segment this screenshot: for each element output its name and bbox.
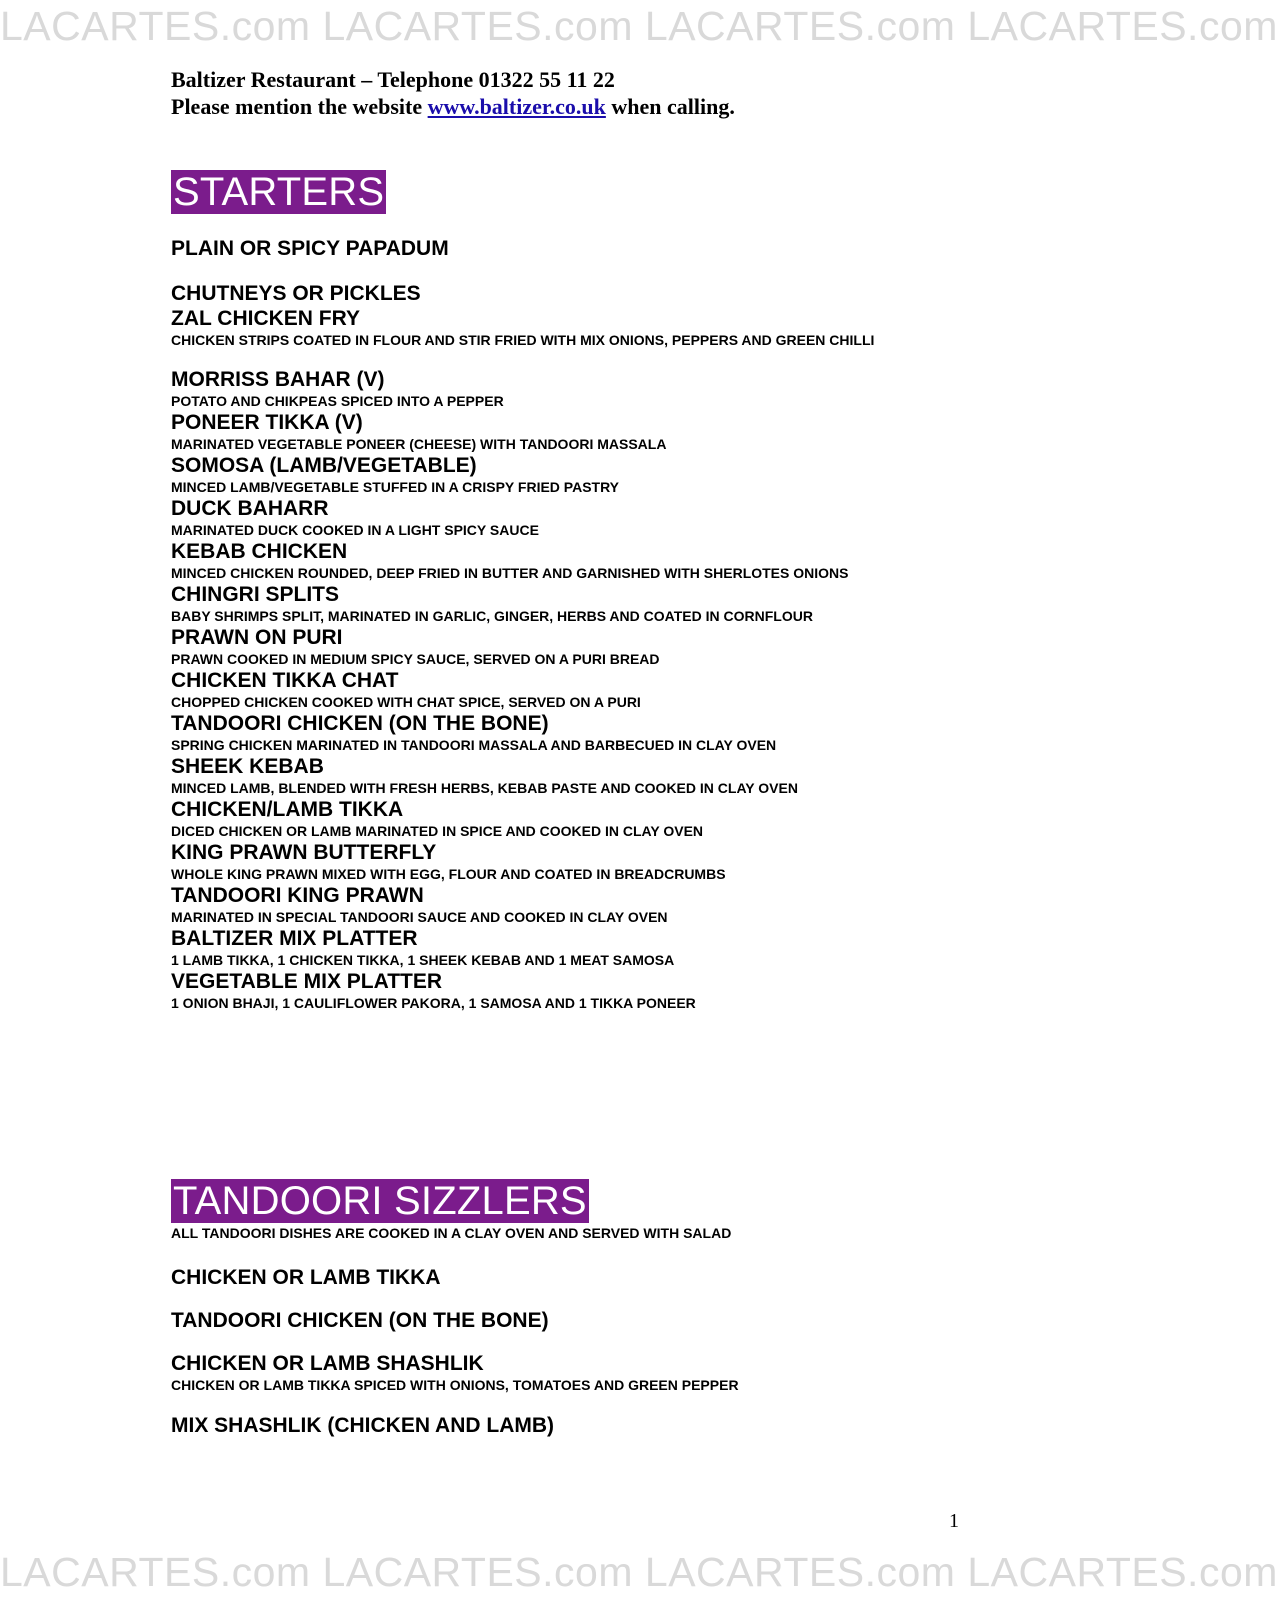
menu-item — [171, 539, 1071, 582]
item-name: CHICKEN OR LAMB TIKKA — [171, 1266, 441, 1289]
menu-item — [171, 711, 1071, 754]
menu-item — [171, 625, 1071, 668]
menu-item — [171, 1351, 1071, 1413]
item-description: 1 LAMB TIKKA, 1 CHICKEN TIKKA, 1 SHEEK KEBAB AND 1 MEAT SAMOSA — [171, 952, 675, 968]
item-name: CHICKEN/LAMB TIKKA — [171, 798, 404, 821]
item-name: CHICKEN OR LAMB SHASHLIK — [171, 1352, 484, 1375]
item-description: PRAWN COOKED IN MEDIUM SPICY SAUCE, SERVED ON A PURI BREAD — [171, 651, 660, 667]
header-website-line — [171, 93, 735, 120]
page-number: 1 — [949, 1510, 959, 1532]
menu-item — [171, 840, 1071, 883]
item-description: MARINATED DUCK COOKED IN A LIGHT SPICY SAUCE — [171, 522, 539, 538]
item-description: MINCED CHICKEN ROUNDED, DEEP FRIED IN BUTTER AND GARNISHED WITH SHERLOTES ONIONS — [171, 565, 849, 581]
sizzlers-list — [171, 1265, 1071, 1438]
item-description: CHICKEN OR LAMB TIKKA SPICED WITH ONIONS, TOMATOES AND GREEN PEPPER — [171, 1377, 739, 1393]
item-description: WHOLE KING PRAWN MIXED WITH EGG, FLOUR AND COATED IN BREADCRUMBS — [171, 866, 726, 882]
menu-item — [171, 281, 1071, 306]
menu-item — [171, 668, 1071, 711]
header-phone-line: Baltizer Restaurant – Telephone 01322 55 11 22 — [171, 67, 615, 92]
menu-item — [171, 926, 1071, 969]
header-website-suffix: when calling. — [611, 94, 735, 119]
item-name: CHUTNEYS OR PICKLES — [171, 282, 421, 305]
sizzlers-note: ALL TANDOORI DISHES ARE COOKED IN A CLAY OVEN AND SERVED WITH SALAD — [171, 1225, 732, 1241]
item-description: POTATO AND CHIKPEAS SPICED INTO A PEPPER — [171, 393, 504, 409]
menu-item — [171, 1308, 1071, 1351]
menu-item — [171, 754, 1071, 797]
item-name: CHICKEN TIKKA CHAT — [171, 669, 399, 692]
item-name: DUCK BAHARR — [171, 497, 329, 520]
item-description: SPRING CHICKEN MARINATED IN TANDOORI MASSALA AND BARBECUED IN CLAY OVEN — [171, 737, 777, 753]
item-name: PLAIN OR SPICY PAPADUM — [171, 237, 449, 260]
item-name: TANDOORI CHICKEN (ON THE BONE) — [171, 1309, 549, 1332]
header-website-prefix: Please mention the website — [171, 94, 423, 119]
item-name: BALTIZER MIX PLATTER — [171, 927, 418, 950]
tandoori-sizzlers-heading: TANDOORI SIZZLERS — [173, 1179, 587, 1223]
item-name: PONEER TIKKA (V) — [171, 411, 363, 434]
item-name: KEBAB CHICKEN — [171, 540, 348, 563]
menu-item — [171, 883, 1071, 926]
menu-item — [171, 453, 1071, 496]
item-description: MINCED LAMB, BLENDED WITH FRESH HERBS, KEBAB PASTE AND COOKED IN CLAY OVEN — [171, 780, 798, 796]
menu-item — [171, 582, 1071, 625]
watermark-bottom: LACARTES.com LACARTES.com LACARTES.com LACARTES.com — [0, 1549, 1278, 1595]
item-name: SOMOSA (LAMB/VEGETABLE) — [171, 454, 477, 477]
item-description: MARINATED IN SPECIAL TANDOORI SAUCE AND COOKED IN CLAY OVEN — [171, 909, 668, 925]
item-description: BABY SHRIMPS SPLIT, MARINATED IN GARLIC, GINGER, HERBS AND COATED IN CORNFLOUR — [171, 608, 813, 624]
item-name: KING PRAWN BUTTERFLY — [171, 841, 437, 864]
item-description: CHOPPED CHICKEN COOKED WITH CHAT SPICE, SERVED ON A PURI — [171, 694, 641, 710]
menu-item — [171, 969, 1071, 1012]
item-description: MARINATED VEGETABLE PONEER (CHEESE) WITH TANDOORI MASSALA — [171, 436, 667, 452]
item-name: MORRISS BAHAR (V) — [171, 368, 385, 391]
item-name: ZAL CHICKEN FRY — [171, 307, 360, 330]
menu-item — [171, 410, 1071, 453]
menu-item — [171, 236, 1071, 281]
menu-item — [171, 797, 1071, 840]
item-description: MINCED LAMB/VEGETABLE STUFFED IN A CRISPY FRIED PASTRY — [171, 479, 620, 495]
menu-item — [171, 1413, 1071, 1438]
menu-item — [171, 306, 1071, 367]
item-name: TANDOORI CHICKEN (ON THE BONE) — [171, 712, 549, 735]
item-description: CHICKEN STRIPS COATED IN FLOUR AND STIR FRIED WITH MIX ONIONS, PEPPERS AND GREEN CHILLI — [171, 332, 875, 348]
menu-item — [171, 367, 1071, 410]
item-name: PRAWN ON PURI — [171, 626, 343, 649]
watermark-top: LACARTES.com LACARTES.com LACARTES.com LACARTES.com — [0, 3, 1278, 49]
starters-heading: STARTERS — [173, 170, 385, 214]
starters-list — [171, 236, 1071, 1012]
website-link[interactable]: www.baltizer.co.uk — [427, 94, 606, 119]
restaurant-header — [171, 66, 735, 120]
item-name: TANDOORI KING PRAWN — [171, 884, 424, 907]
menu-item — [171, 496, 1071, 539]
item-name: VEGETABLE MIX PLATTER — [171, 970, 443, 993]
item-name: MIX SHASHLIK (CHICKEN AND LAMB) — [171, 1414, 555, 1437]
item-description: 1 ONION BHAJI, 1 CAULIFLOWER PAKORA, 1 SAMOSA AND 1 TIKKA PONEER — [171, 995, 696, 1011]
item-name: SHEEK KEBAB — [171, 755, 324, 778]
menu-item — [171, 1265, 1071, 1308]
item-description: DICED CHICKEN OR LAMB MARINATED IN SPICE AND COOKED IN CLAY OVEN — [171, 823, 704, 839]
item-name: CHINGRI SPLITS — [171, 583, 340, 606]
